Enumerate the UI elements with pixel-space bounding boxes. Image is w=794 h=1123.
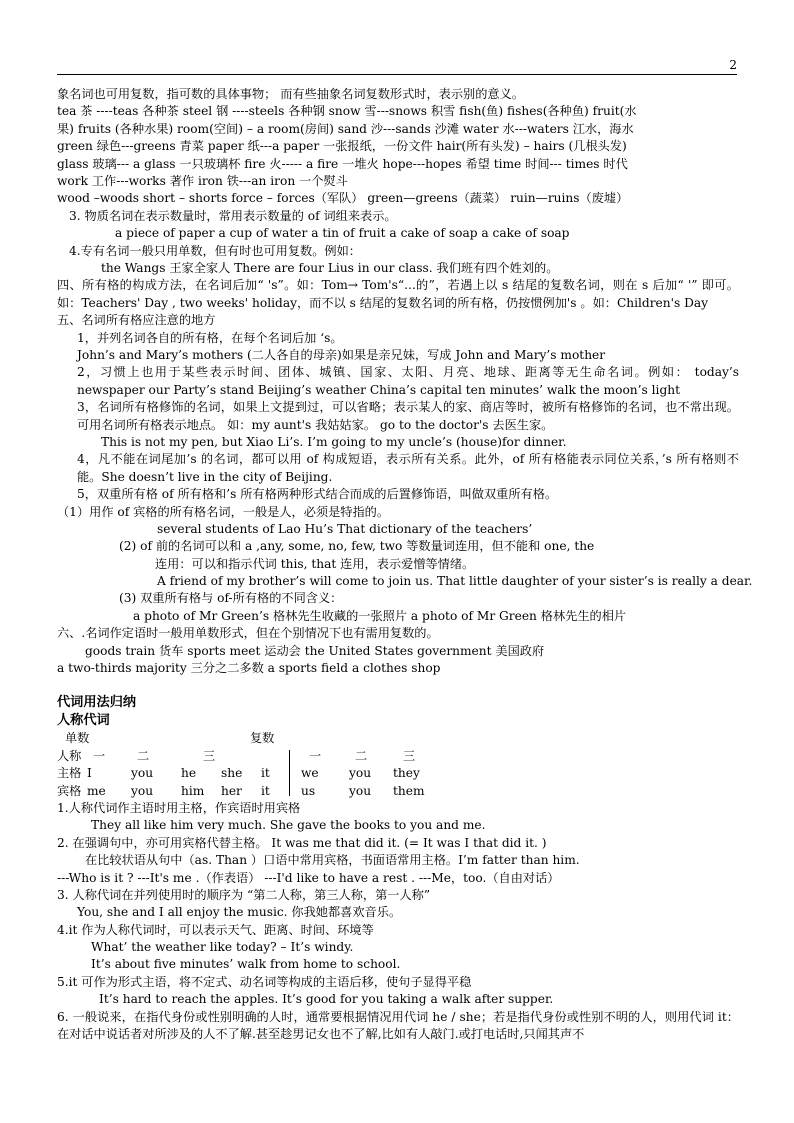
table-cell: 主格 bbox=[57, 766, 82, 781]
text-line: 6. 一般说来，在指代身份或性别明确的人时，通常要根据情况用代词 he / she；若是指代身份或性别不明的人，则用代词 it：在对话中说话者对所涉及的人不了解.甚至趁男记女也不了解,比如有人敲门.或打电话时,只闻其声不 bbox=[57, 1009, 739, 1042]
table-cell: us bbox=[301, 783, 316, 798]
text-line: A friend of my brother’s will come to join us. That little daughter of your sister’s is really a dear. bbox=[157, 574, 753, 589]
pronoun-table bbox=[57, 730, 739, 800]
text-line: 象名词也可用复数，指可数的具体事物； 而有些抽象名词复数形式时，表示别的意义。 bbox=[57, 87, 524, 101]
table-cell: them bbox=[393, 783, 425, 798]
text-line: 3，名词所有格修饰的名词，如果上文提到过，可以省略；表示某人的家、商店等时，被所有格修饰的名词，也不常出现。可用名词所有格表示地点。 如：my aunt's 我姑姑家。 go to the doctor's 去医生家。 bbox=[77, 400, 739, 432]
table-cell: her bbox=[221, 783, 242, 798]
table-cell: it bbox=[261, 766, 270, 781]
table-cell: 一 bbox=[93, 748, 106, 763]
section-heading: 代词用法归纳 bbox=[57, 695, 137, 711]
table-cell: me bbox=[87, 783, 106, 798]
subsection-heading: 人称代词 bbox=[57, 713, 110, 729]
text-line: 果) fruits (各种水果) room(空间) – a room(房间) sand 沙---sands 沙滩 water 水---waters 江水，海水 bbox=[57, 121, 634, 136]
text-line: 4，凡不能在词尾加’s 的名词，都可以用 of 构成短语，表示所有关系。此外，of 所有格能表示同位关系，’s 所有格则不能。She doesn’t live in the city of Beijing. bbox=[77, 452, 739, 484]
table-cell bbox=[273, 748, 309, 765]
table-row bbox=[57, 765, 739, 782]
table-cell: 三 bbox=[203, 748, 216, 763]
text-line: 5，双重所有格 of 所有格和’s 所有格两种形式结合而成的后置修饰语，叫做双重所有格。 bbox=[77, 487, 558, 502]
text-line: What’ the weather like today? – It’s windy. bbox=[91, 940, 354, 955]
text-line: 4.it 作为人称代词时，可以表示天气、距离、时间、环境等 bbox=[57, 922, 374, 937]
table-row bbox=[57, 748, 739, 765]
text-line: You, she and I all enjoy the music. 你我她都喜欢音乐。 bbox=[77, 905, 402, 920]
text-line: 2，习惯上也用于某些表示时间、团体、城镇、国家、太阳、月亮、地球、距离等无生命名词。例如： today’s newspaper our Party’s stand Beijing’s weather China’s capital ten minutes’ walk the moon’s light bbox=[77, 365, 739, 397]
table-cell: you bbox=[131, 766, 154, 781]
table-cell: I bbox=[87, 766, 92, 781]
header-rule bbox=[57, 74, 737, 75]
text-line: 五、名词所有格应注意的地方 bbox=[57, 313, 216, 328]
table-cell: 二 bbox=[137, 748, 150, 763]
text-line: 四、所有格的构成方法，在名词后加“ 's”。如：Tom→ Tom's“...的”，若遇上以 s 结尾的复数名词，则在 s 后加“ '” 即可。如：Teachers' Day , two weeks' holiday，而不以 s 结尾的复数名词的所有格，仍按惯例加's 。如：Children's Day bbox=[57, 278, 739, 310]
text-line: a two-thirds majority 三分之二多数 a sports field a clothes shop bbox=[57, 661, 441, 676]
text-line: 3. 物质名词在表示数量时，常用表示数量的 of 词组来表示。 bbox=[69, 208, 397, 223]
text-line: This is not my pen, but Xiao Li’s. I’m going to my uncle’s (house)for dinner. bbox=[101, 434, 567, 449]
text-line: 1.人称代词作主语时用主格，作宾语时用宾格 bbox=[57, 800, 301, 815]
text-line: It’s hard to reach the apples. It’s good for you taking a walk after supper. bbox=[99, 992, 554, 1007]
pronoun-section bbox=[57, 800, 739, 1044]
noun-section bbox=[57, 86, 753, 677]
table-header-plural: 复数 bbox=[250, 731, 275, 746]
text-line: 3. 人称代词在并列使用时的顺序为 “第二人称，第三人称，第一人称” bbox=[57, 887, 431, 902]
text-line: wood –woods short – shorts force – forces（军队） green—greens（蔬菜） ruin—ruins（废墟） bbox=[57, 191, 629, 206]
text-line: a piece of paper a cup of water a tin of fruit a cake of soap a cake of soap bbox=[115, 226, 570, 241]
table-cell: we bbox=[301, 766, 319, 781]
table-cell: you bbox=[131, 783, 154, 798]
text-line: green 绿色---greens 青菜 paper 纸---a paper 一张报纸，一份文件 hair(所有头发) – hairs (几根头发) bbox=[57, 139, 627, 154]
text-line: 1，并列名词各自的所有格，在每个名词后加 ‘s。 bbox=[77, 330, 343, 345]
table-cell: 人称 bbox=[57, 748, 82, 763]
table-header-singular: 单数 bbox=[65, 731, 90, 746]
text-line: 在比较状语从句中（as. Than ）口语中常用宾格，书面语常用主格。I’m fatter than him. bbox=[85, 853, 580, 868]
text-line: a photo of Mr Green’s 格林先生收藏的一张照片 a photo of Mr Green 格林先生的相片 bbox=[133, 608, 627, 623]
text-line: 连用：可以和指示代词 this, that 连用，表示爱憎等情绪。 bbox=[155, 556, 475, 571]
text-line: several students of Lao Hu’s That dictionary of the teachers’ bbox=[157, 521, 533, 536]
table-cell: he bbox=[181, 766, 197, 781]
text-line: 2. 在强调句中，亦可用宾格代替主格。 It was me that did it. (= It was I that did it. ) bbox=[57, 835, 547, 850]
text-line: They all like him very much. She gave the books to you and me. bbox=[91, 818, 486, 833]
table-cell: 宾格 bbox=[57, 783, 82, 798]
table-cell: him bbox=[181, 783, 205, 798]
table-cell: it bbox=[261, 783, 270, 798]
table-cell: 一 bbox=[309, 748, 322, 763]
document-body bbox=[57, 86, 753, 1043]
text-line: 5.it 可作为形式主语，将不定式、动名词等构成的主语后移，使句子显得平稳 bbox=[57, 974, 472, 989]
page-number: 2 bbox=[729, 58, 737, 72]
text-line: 4.专有名词一般只用单数，但有时也可用复数。例如： bbox=[69, 243, 361, 258]
text-line: (3) 双重所有格与 of-所有格的不同含义： bbox=[119, 591, 343, 606]
table-cell: she bbox=[221, 766, 243, 781]
text-line: （1）用作 of 宾格的所有格名词，一般是人，必须是特指的。 bbox=[57, 504, 390, 519]
table-cell: 二 bbox=[355, 748, 368, 763]
table-cell: you bbox=[349, 783, 372, 798]
table-cell: they bbox=[393, 766, 420, 781]
text-line: (2) of 前的名词可以和 a ,any, some, no, few, two 等数量词连用，但不能和 one, the bbox=[119, 539, 595, 554]
text-line: It’s about five minutes’ walk from home to school. bbox=[91, 957, 401, 972]
table-row bbox=[57, 783, 739, 800]
table-divider bbox=[289, 750, 290, 796]
table-cell: you bbox=[349, 766, 372, 781]
text-line: work 工作---works 著作 iron 铁---an iron 一个熨斗 bbox=[57, 173, 348, 188]
text-line: 六、.名词作定语时一般用单数形式，但在个别情况下也有需用复数的。 bbox=[57, 626, 439, 641]
text-line: goods train 货车 sports meet 运动会 the United States government 美国政府 bbox=[85, 643, 545, 658]
text-line: the Wangs 王家全家人 There are four Lius in our class. 我们班有四个姓刘的。 bbox=[101, 260, 559, 275]
text-line: glass 玻璃--- a glass 一只玻璃杯 fire 火----- a fire 一堆火 hope---hopes 希望 time 时间--- times 时代 bbox=[57, 156, 628, 171]
table-cell: 三 bbox=[403, 748, 416, 763]
text-line: tea 茶 ----teas 各种茶 steel 钢 ----steels 各种钢 snow 雪---snows 积雪 fish(鱼) fishes(各种鱼) fruit(水 bbox=[57, 104, 637, 119]
text-line: ---Who is it ? ---It's me .（作表语） ---I'd like to have a rest . ---Me，too.（自由对话） bbox=[57, 870, 560, 885]
text-line: John’s and Mary’s mothers (二人各自的母亲)如果是亲兄妹，写成 John and Mary’s mother bbox=[77, 347, 606, 362]
